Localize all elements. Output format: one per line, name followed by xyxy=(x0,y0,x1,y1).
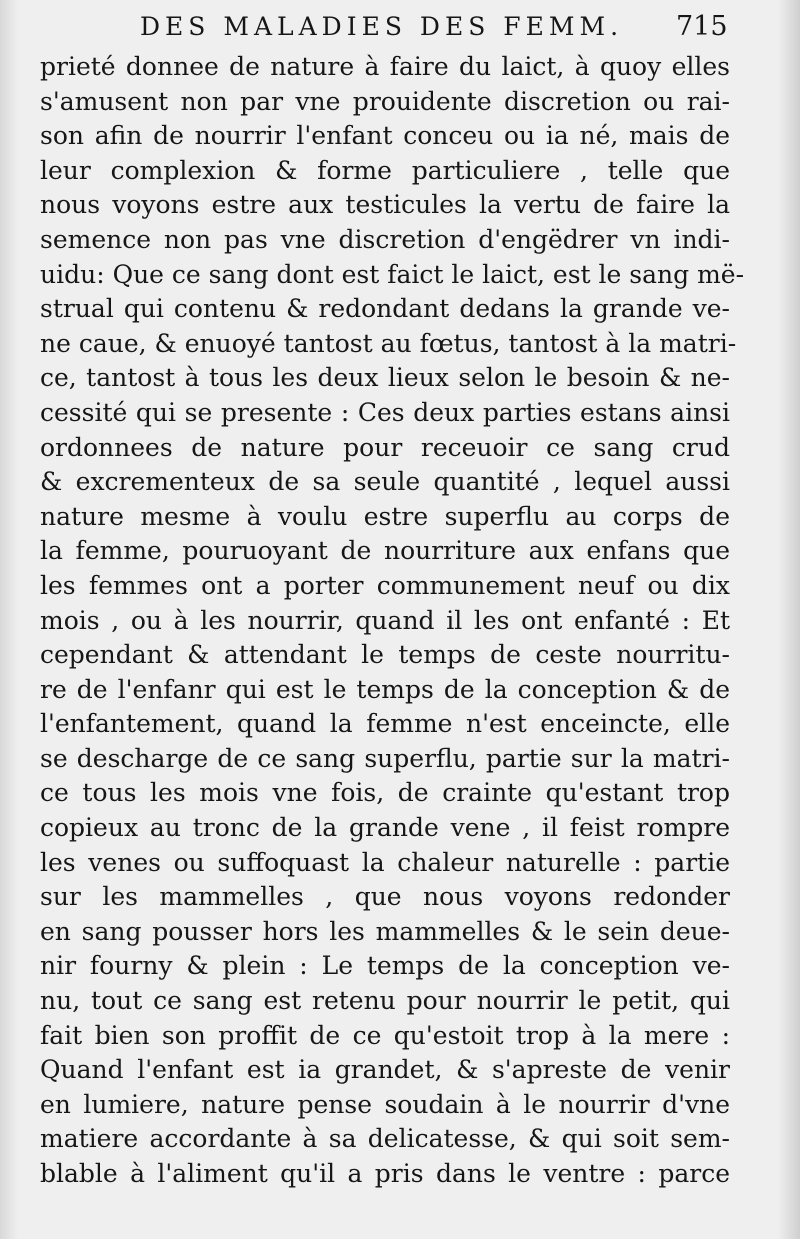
text-line: semence non pas vne discretion d'engëdrer vn indi- xyxy=(40,224,730,254)
text-line: re de l'enfanr qui est le temps de la conception & de xyxy=(40,674,730,704)
text-line: nous voyons estre aux testicules la vertu de faire la xyxy=(40,190,730,220)
text-line: en sang pousser hors les mammelles & le sein deue- xyxy=(40,916,730,946)
text-line: les venes ou suffoquast la chaleur naturelle : partie xyxy=(40,847,730,877)
text-line: cessité qui se presente : Ces deux parties estans ainsi xyxy=(40,397,730,427)
running-head: DES MALADIES DES FEMM. xyxy=(140,12,624,41)
text-line: ne caue, & enuoyé tantost au fœtus, tantost à la matri- xyxy=(40,328,737,358)
page-shadow-right xyxy=(778,0,800,1239)
text-line: ordonnees de nature pour receuoir ce sang crud xyxy=(40,432,730,462)
text-line: matiere accordante à sa delicatesse, & qui soit sem- xyxy=(40,1124,730,1154)
text-line: strual qui contenu & redondant dedans la grande ve- xyxy=(40,294,730,324)
text-line: fait bien son proffit de ce qu'estoit trop à la mere : xyxy=(40,1020,730,1050)
text-line: cependant & attendant le temps de ceste nourritu- xyxy=(40,640,730,670)
text-line: son afin de nourrir l'enfant conceu ou ia né, mais de xyxy=(40,121,730,151)
text-line: la femme, pouruoyant de nourriture aux enfans que xyxy=(40,536,730,566)
text-line: copieux au tronc de la grande vene , il feist rompre xyxy=(40,813,730,843)
text-line: sur les mammelles , que nous voyons redonder xyxy=(40,882,730,912)
text-line: ce, tantost à tous les deux lieux selon le besoin & ne- xyxy=(40,363,730,393)
text-line: blable à l'aliment qu'il a pris dans le ventre : parce xyxy=(40,1159,730,1188)
text-line: uidu: Que ce sang dont est faict le laict, est le sang më- xyxy=(40,259,745,289)
text-line: & excrementeux de sa seule quantité , lequel aussi xyxy=(40,467,730,497)
text-line: en lumiere, nature pense soudain à le nourrir d'vne xyxy=(40,1089,730,1119)
text-line: leur complexion & forme particuliere , telle que xyxy=(40,155,730,185)
text-line: ce tous les mois vne fois, de crainte qu'estant trop xyxy=(40,778,730,808)
body-text xyxy=(40,50,745,1192)
page-number: 715 xyxy=(676,11,728,42)
text-line: nu, tout ce sang est retenu pour nourrir le petit, qui xyxy=(40,986,730,1016)
text-line: prieté donnee de nature à faire du laict, à quoy elles xyxy=(40,52,730,81)
text-line: nir fourny & plein : Le temps de la conception ve- xyxy=(40,951,730,981)
page-shadow-left xyxy=(0,0,18,1239)
text-line: les femmes ont a porter communement neuf ou dix xyxy=(40,570,730,600)
text-line: l'enfantement, quand la femme n'est enceincte, elle xyxy=(40,709,730,739)
text-line: s'amusent non par vne prouidente discretion ou rai- xyxy=(40,86,730,116)
text-line: Quand l'enfant est ia grandet, & s'apreste de venir xyxy=(40,1055,730,1085)
text-line: se descharge de ce sang superflu, partie sur la matri- xyxy=(40,743,730,773)
text-line: nature mesme à voulu estre superflu au corps de xyxy=(40,501,730,531)
text-line: mois , ou à les nourrir, quand il les ont enfanté : Et xyxy=(40,605,730,635)
